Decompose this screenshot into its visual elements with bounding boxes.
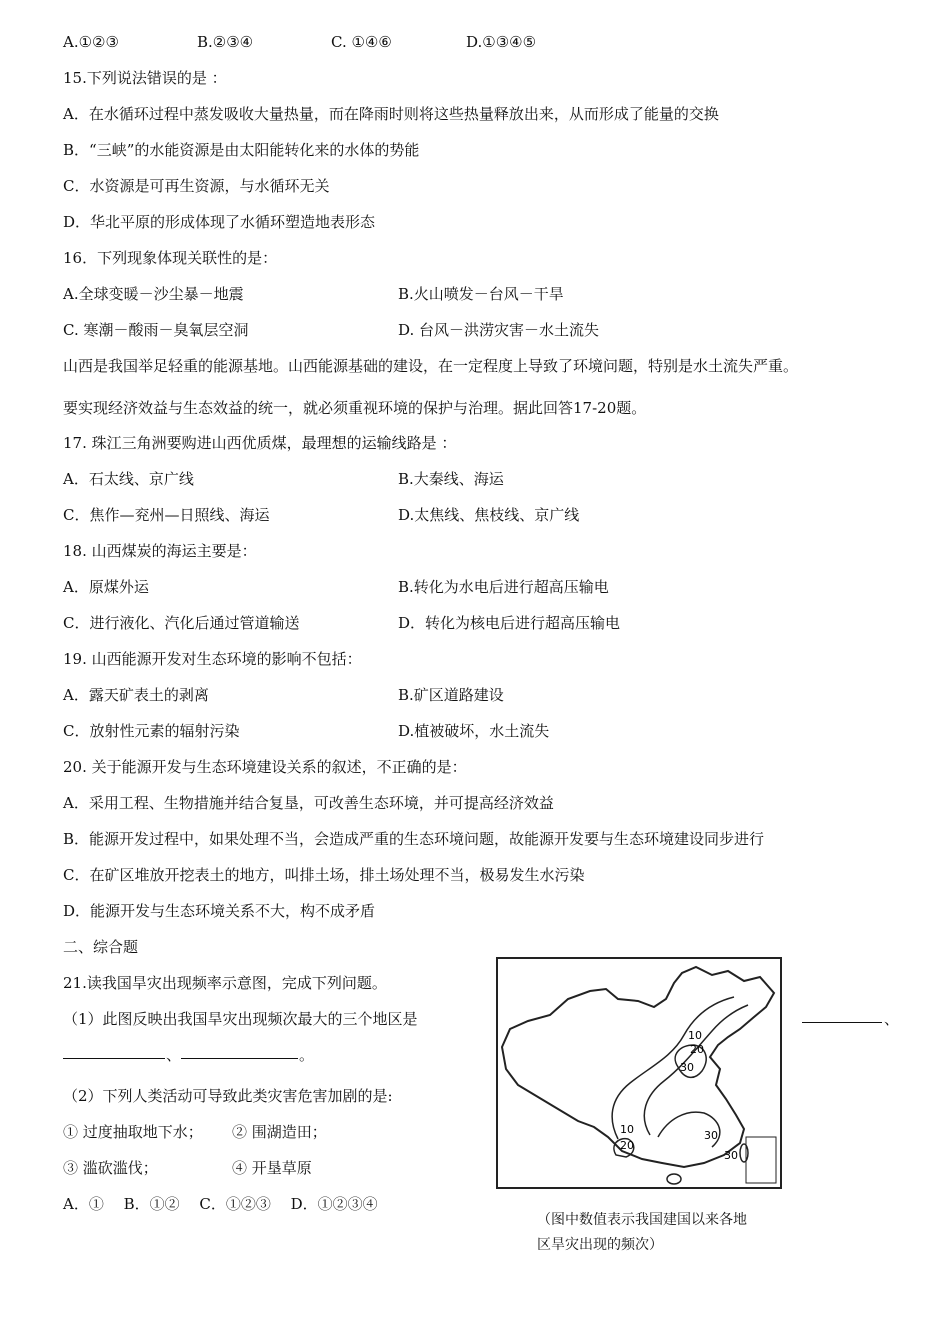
passage-line-2: 要实现经济效益与生态效益的统一，就必须重视环境的保护与治理。据此回答17-20题。 <box>63 399 647 417</box>
contour-label-30-north: 30 <box>680 1061 694 1074</box>
q16-option-c: C. 寒潮－酸雨－臭氧层空洞 <box>63 321 249 339</box>
q18-option-d: D．转化为核电后进行超高压输电 <box>398 614 621 632</box>
q17-option-b: B.大秦线、海运 <box>398 470 504 488</box>
q17-option-d: D.太焦线、焦枝线、京广线 <box>398 506 580 524</box>
activity-2: ② 围湖造田； <box>232 1123 327 1141</box>
q18-option-c: C．进行液化、汽化后通过管道输送 <box>63 614 300 632</box>
activity-3: ③ 滥砍滥伐； <box>63 1159 158 1177</box>
q18-option-b: B.转化为水电后进行超高压输电 <box>398 578 609 596</box>
q21-part2: （2）下列人类活动可导致此类灾害危害加剧的是: <box>63 1087 393 1105</box>
q19-option-c: C．放射性元素的辐射污染 <box>63 722 240 740</box>
q21-stem: 21.读我国旱灾出现频率示意图，完成下列问题。 <box>63 974 387 992</box>
q17-option-a: A．石太线、京广线 <box>63 470 194 488</box>
blank-separator-2: 、 <box>166 1046 182 1064</box>
q16-option-a: A.全球变暖－沙尘暴－地震 <box>63 285 244 303</box>
answer-blank-2[interactable] <box>63 1042 165 1059</box>
answer-blank-3[interactable] <box>181 1042 298 1059</box>
q20-option-a: A．采用工程、生物措施并结合复垦，可改善生态环境，并可提高经济效益 <box>63 794 554 812</box>
q14-option-c: C. ①④⑥ <box>331 33 392 51</box>
answer-blank-1[interactable] <box>802 1006 882 1023</box>
q18-stem: 18. 山西煤炭的海运主要是： <box>63 542 257 560</box>
q17-option-c: C．焦作—兖州—日照线、海运 <box>63 506 270 524</box>
activity-4: ④ 开垦草原 <box>232 1159 312 1177</box>
q16-option-b: B.火山喷发－台风－干旱 <box>398 285 564 303</box>
blank-end: 。 <box>299 1046 315 1064</box>
q15-option-d: D．华北平原的形成体现了水循环塑造地表形态 <box>63 213 376 231</box>
q14-option-b: B.②③④ <box>197 33 254 51</box>
drought-frequency-map <box>496 957 782 1189</box>
china-outline-map <box>498 959 780 1187</box>
blank-separator-1: 、 <box>884 1010 900 1028</box>
q15-stem: 15.下列说法错误的是 ： <box>63 69 227 87</box>
q20-option-b: B．能源开发过程中，如果处理不当，会造成严重的生态环境问题，故能源开发要与生态环境建设同步进行 <box>63 830 765 848</box>
contour-label-10-north: 10 <box>688 1029 702 1042</box>
contour-label-20-north: 20 <box>690 1043 704 1056</box>
q19-stem: 19. 山西能源开发对生态环境的影响不包括： <box>63 650 362 668</box>
q16-option-d: D. 台风－洪涝灾害－水土流失 <box>398 321 600 339</box>
map-caption-line-2: 区旱灾出现的频次） <box>537 1237 663 1253</box>
section-heading: 二、综合题 <box>63 938 139 956</box>
contour-label-10-south: 10 <box>620 1123 634 1136</box>
q14-option-a: A.①②③ <box>63 33 119 51</box>
q19-option-d: D.植被破坏，水土流失 <box>398 722 550 740</box>
q15-option-b: B．“三峡”的水能资源是由太阳能转化来的水体的势能 <box>63 141 420 159</box>
q20-option-d: D．能源开发与生态环境关系不大，构不成矛盾 <box>63 902 376 920</box>
contour-label-30-coast: 30 <box>724 1149 738 1162</box>
q19-option-a: A．露天矿表土的剥离 <box>63 686 209 704</box>
q16-stem: 16．下列现象体现关联性的是： <box>63 249 278 267</box>
q21-choices: A．① B．①② C．①②③ D．①②③④ <box>63 1195 378 1213</box>
q17-stem: 17. 珠江三角洲要购进山西优质煤，最理想的运输线路是 ： <box>63 434 457 452</box>
activity-1: ① 过度抽取地下水； <box>63 1123 203 1141</box>
q15-option-c: C．水资源是可再生资源，与水循环无关 <box>63 177 330 195</box>
map-caption-line-1: （图中数值表示我国建国以来各地 <box>537 1212 747 1228</box>
contour-label-20-south: 20 <box>620 1139 634 1152</box>
q20-option-c: C．在矿区堆放开挖表土的地方，叫排土场，排土场处理不当，极易发生水污染 <box>63 866 585 884</box>
q14-option-d: D.①③④⑤ <box>466 33 537 51</box>
contour-label-30-southeast: 30 <box>704 1129 718 1142</box>
q18-option-a: A．原煤外运 <box>63 578 149 596</box>
q19-option-b: B.矿区道路建设 <box>398 686 504 704</box>
q20-stem: 20. 关于能源开发与生态环境建设关系的叙述，不正确的是： <box>63 758 467 776</box>
q15-option-a: A．在水循环过程中蒸发吸收大量热量，而在降雨时则将这些热量释放出来，从而形成了能量的交换 <box>63 105 719 123</box>
passage-line-1: 山西是我国举足轻重的能源基地。山西能源基础的建设，在一定程度上导致了环境问题，特别是水土流失严重。 <box>63 357 799 375</box>
q21-part1: （1）此图反映出我国旱灾出现频次最大的三个地区是 <box>63 1010 418 1028</box>
